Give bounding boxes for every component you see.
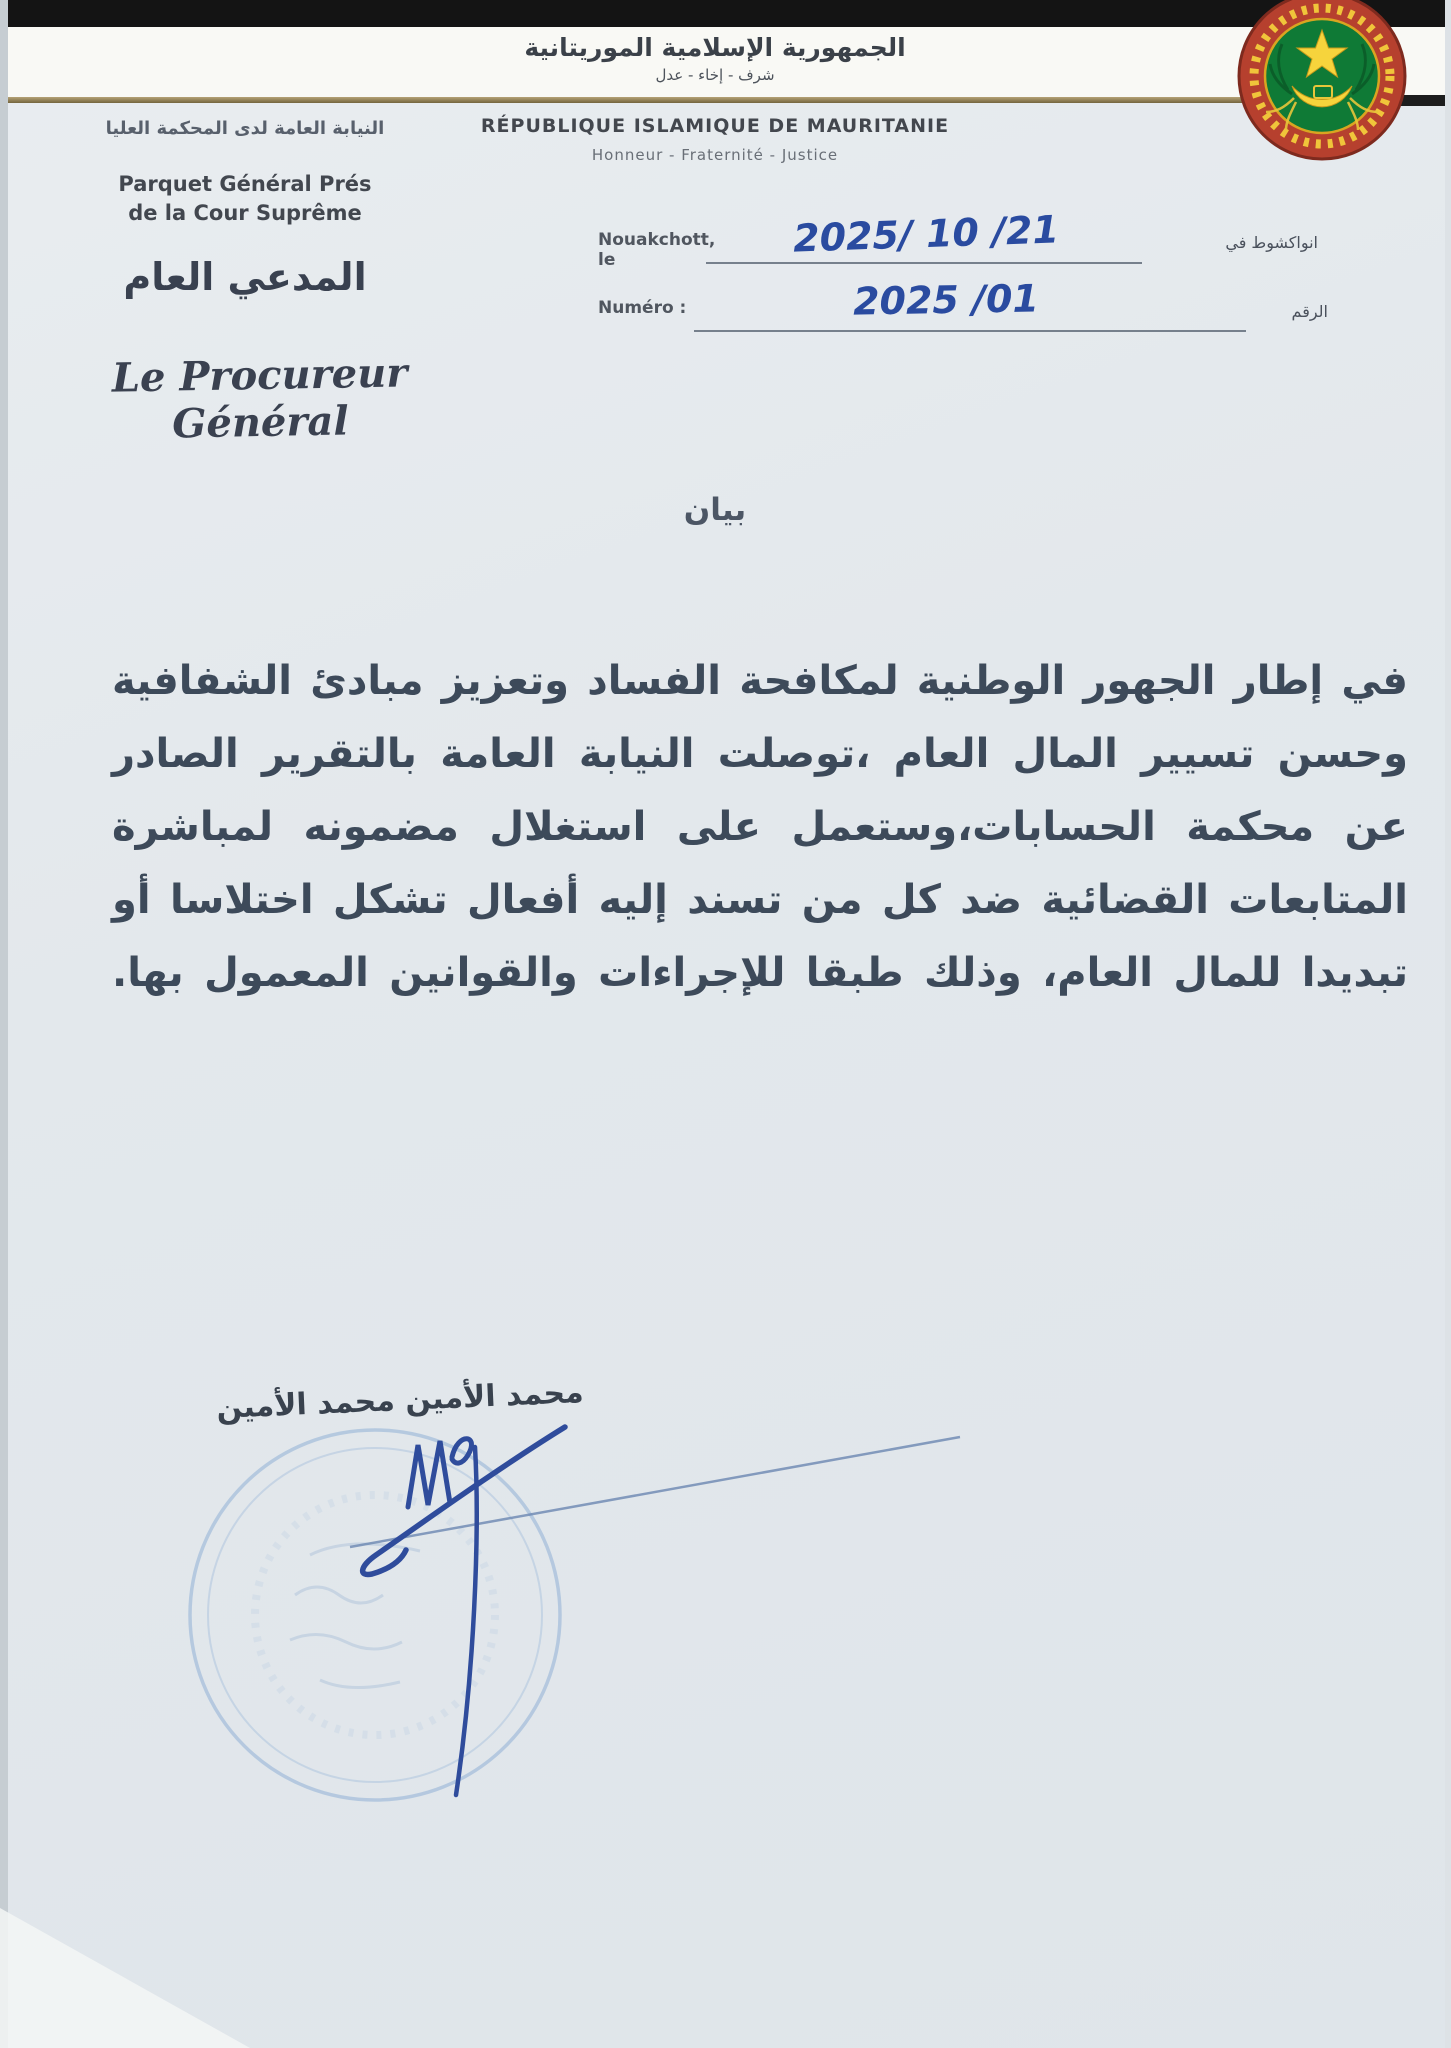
place-date-label: Nouakchott, le <box>598 230 716 270</box>
date-underline <box>706 262 1142 264</box>
prosecutor-title-french: Le Procureur Général <box>111 349 408 448</box>
body-line: المتابعات القضائية ضد كل من تسند إليه أفعال تشكل اختلاسا أو <box>112 877 1408 923</box>
republic-motto-arabic: شرف - إخاء - عدل <box>655 66 775 84</box>
place-date-label-arabic: انواكشوط في <box>1225 233 1318 252</box>
official-stamp-and-signature <box>160 1415 1010 1835</box>
office-name-arabic: النيابة العامة لدى المحكمة العليا <box>105 118 385 139</box>
signatory-name: محمد الأمين محمد الأمين <box>215 1375 585 1426</box>
mauritania-emblem-icon <box>1236 0 1408 162</box>
number-label: Numéro : <box>598 298 687 318</box>
handwritten-date: 2025/ 10 /21 <box>792 207 1060 261</box>
statement-body <box>112 645 1408 1010</box>
office-name-french-line2: de la Cour Suprême <box>128 201 362 225</box>
round-stamp-icon <box>190 1430 560 1800</box>
scan-right-edge <box>1445 0 1451 2048</box>
letterhead-rule <box>0 97 1451 103</box>
statement-title: بيان <box>683 492 747 528</box>
body-line: في إطار الجهور الوطنية لمكافحة الفساد وتعزيز مبادئ الشفافية <box>112 658 1408 704</box>
republic-title-arabic: الجمهورية الإسلامية الموريتانية <box>524 33 906 62</box>
body-line: وحسن تسيير المال العام ،توصلت النيابة العامة بالتقرير الصادر <box>112 731 1408 777</box>
prosecutor-title-arabic: المدعي العام <box>123 255 367 299</box>
body-line: عن محكمة الحسابات،وستعمل على استغلال مضمونه لمباشرة <box>112 804 1408 850</box>
office-name-french-line1: Parquet Général Prés <box>118 172 372 196</box>
scan-top-edge <box>0 0 1451 27</box>
number-underline <box>694 330 1246 332</box>
scan-left-edge <box>0 0 8 2048</box>
body-line: تبديدا للمال العام، وذلك طبقا للإجراءات والقوانين المعمول بها. <box>112 950 1408 996</box>
republic-motto-french: Honneur - Fraternité - Justice <box>591 146 839 164</box>
page-corner-curl <box>0 1908 250 2048</box>
number-label-arabic: الرقم <box>1291 302 1328 321</box>
handwritten-number: 2025 /01 <box>852 276 1040 324</box>
republic-title-french: RÉPUBLIQUE ISLAMIQUE DE MAURITANIE <box>480 115 950 137</box>
